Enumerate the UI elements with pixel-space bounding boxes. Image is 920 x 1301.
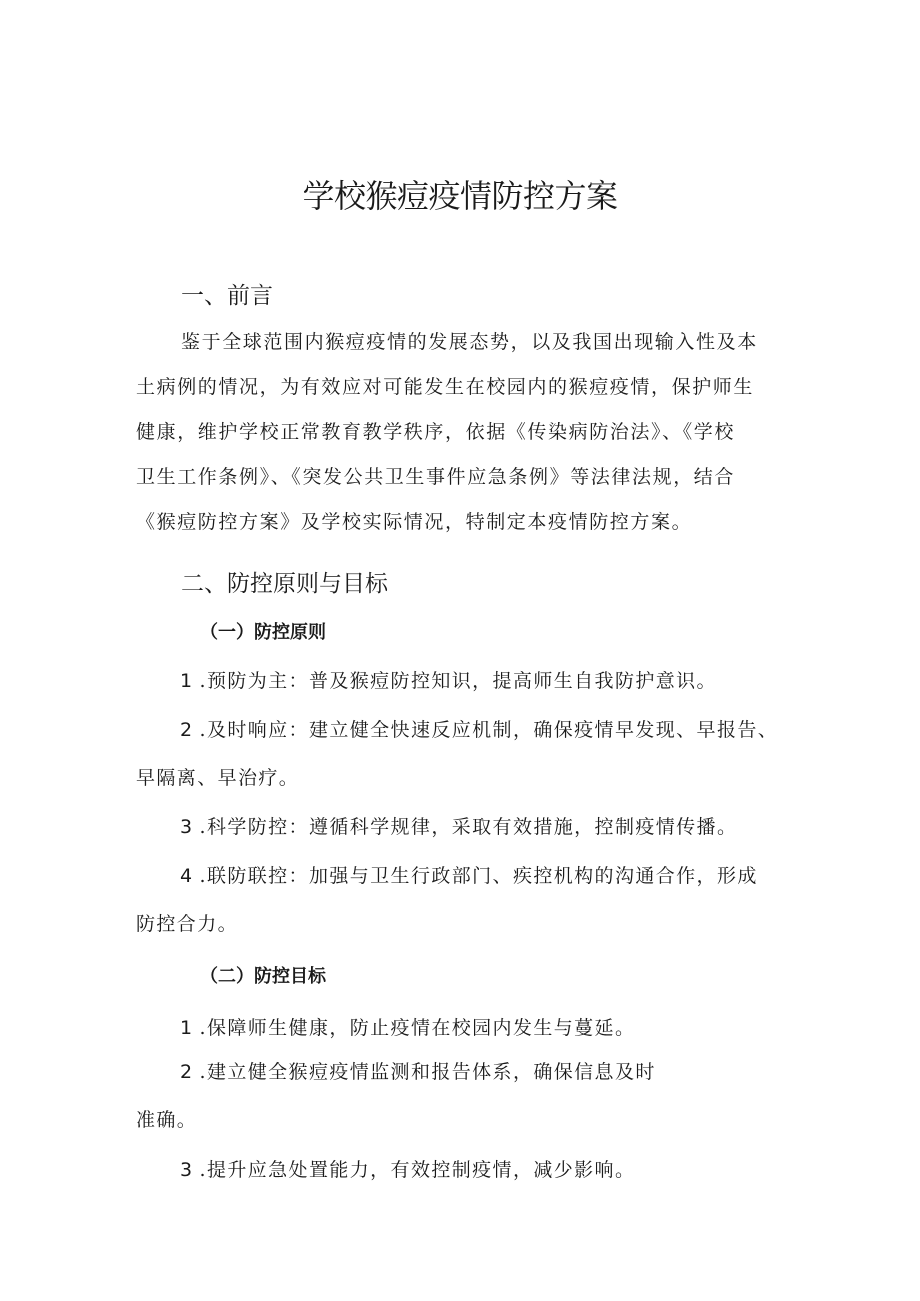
goal-item xyxy=(136,1004,796,1052)
item-text: .联防联控：加强与卫生行政部门、疾控机构的沟通合作，形成 xyxy=(199,865,758,887)
item-number: 2 xyxy=(180,719,194,741)
principle-item xyxy=(136,706,796,802)
item-number: 1 xyxy=(180,1017,194,1039)
item-number: 3 xyxy=(180,1159,194,1181)
item-text: .提升应急处置能力，有效控制疫情，减少影响。 xyxy=(199,1159,636,1181)
goal-item xyxy=(136,1048,796,1144)
principle-item xyxy=(136,852,796,948)
preface-line: 土病例的情况，为有效应对可能发生在校园内的猴痘疫情，保护师生 xyxy=(136,376,755,398)
principle-item xyxy=(136,803,796,851)
item-number: 4 xyxy=(180,865,194,887)
section-heading-principles-goals: 二、防控原则与目标 xyxy=(181,571,388,597)
item-first-line xyxy=(136,706,796,754)
item-text: .科学防控：遵循科学规律，采取有效措施，控制疫情传播。 xyxy=(199,816,738,838)
item-continuation: 防控合力。 xyxy=(136,913,239,935)
subsection-heading-goals: （二）防控目标 xyxy=(200,966,326,987)
preface-line: 卫生工作条例》、《突发公共卫生事件应急条例》等法律法规，结合 xyxy=(136,466,736,488)
item-text: .预防为主：普及猴痘防控知识，提高师生自我防护意识。 xyxy=(199,670,717,692)
goal-item xyxy=(136,1146,796,1194)
item-continuation: 早隔离、早治疗。 xyxy=(136,767,300,789)
preface-line: 《猴痘防控方案》及学校实际情况，特制定本疫情防控方案。 xyxy=(136,511,693,533)
item-first-line xyxy=(136,657,796,705)
preface-line: 鉴于全球范围内猴痘疫情的发展态势，以及我国出现输入性及本 xyxy=(181,331,758,353)
item-number: 2 xyxy=(180,1061,194,1083)
item-first-line xyxy=(136,1048,796,1096)
item-text: .及时响应：建立健全快速反应机制，确保疫情早发现、早报告、 xyxy=(199,719,779,741)
document-title: 学校猴痘疫情防控方案 xyxy=(302,177,618,215)
preface-paragraph xyxy=(136,320,796,545)
item-first-line xyxy=(136,803,796,851)
section-heading-preface: 一、前言 xyxy=(181,283,273,309)
item-continuation: 准确。 xyxy=(136,1109,198,1131)
item-text: .保障师生健康，防止疫情在校园内发生与蔓延。 xyxy=(199,1017,636,1039)
item-first-line xyxy=(136,1004,796,1052)
item-text: .建立健全猴痘疫情监测和报告体系，确保信息及时 xyxy=(199,1061,656,1083)
item-number: 1 xyxy=(180,670,194,692)
principle-item xyxy=(136,657,796,705)
item-number: 3 xyxy=(180,816,194,838)
item-first-line xyxy=(136,1146,796,1194)
preface-line: 健康，维护学校正常教育教学秩序，依据《传染病防治法》、《学校 xyxy=(136,421,736,443)
subsection-heading-principles: （一）防控原则 xyxy=(200,622,326,643)
item-first-line xyxy=(136,852,796,900)
